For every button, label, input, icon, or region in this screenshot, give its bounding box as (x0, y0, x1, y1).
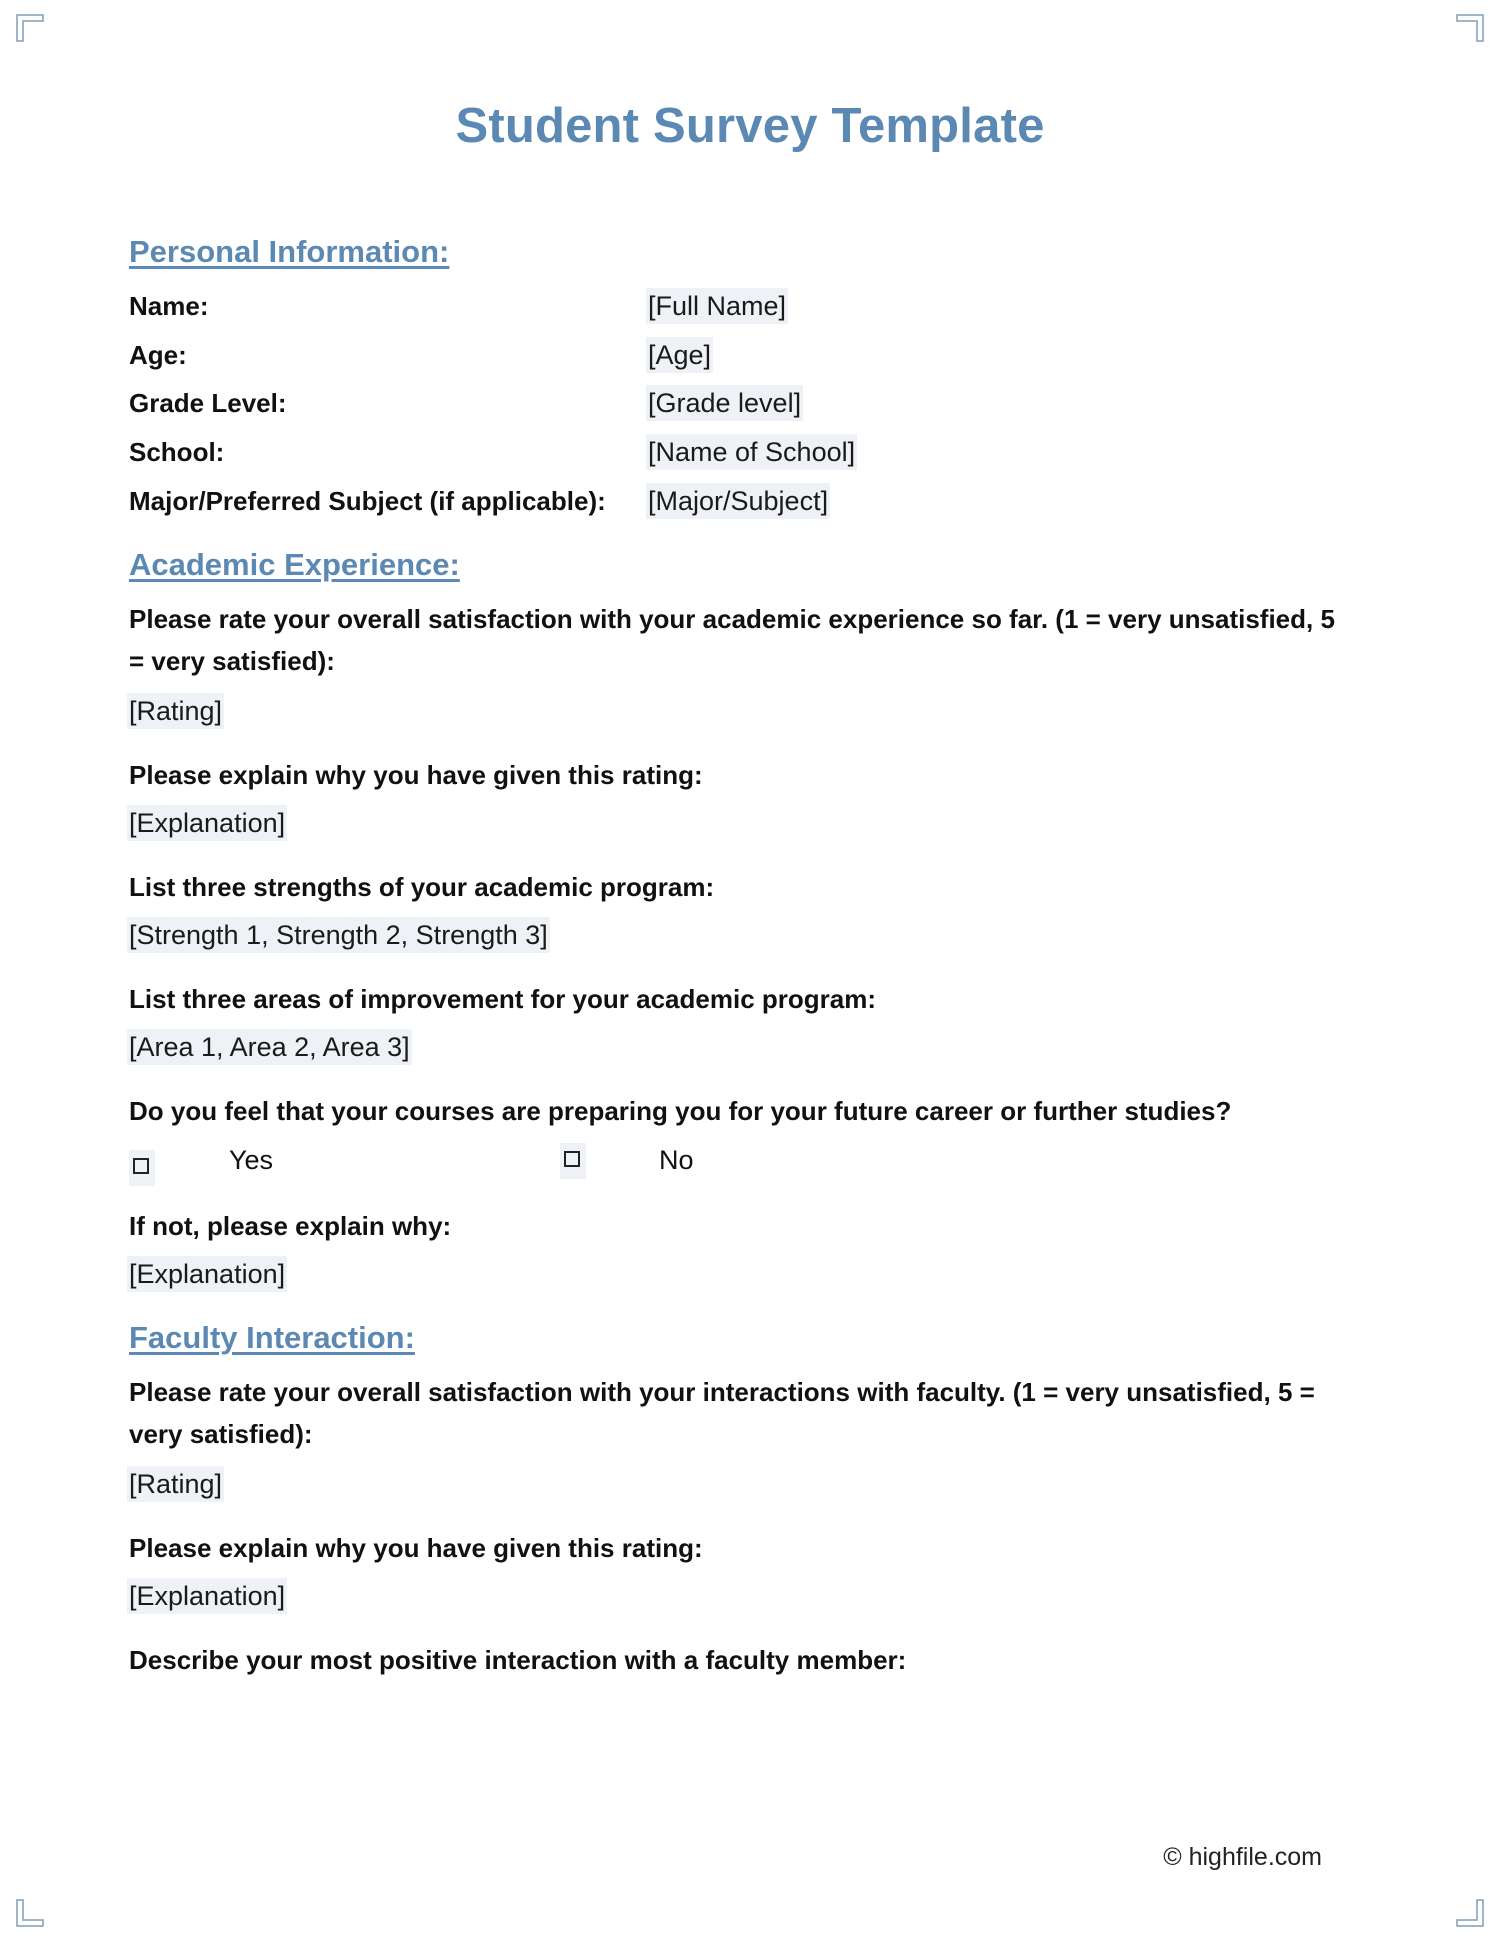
document-title: Student Survey Template (455, 99, 1045, 153)
checkbox-square-icon (564, 1151, 580, 1167)
question-improvements: List three areas of improvement for your academic program: (129, 984, 876, 1014)
question-strengths: List three strengths of your academic program: (129, 872, 715, 902)
footer-copyright: © highfile.com (1163, 1843, 1322, 1871)
checkbox-square-icon (133, 1158, 149, 1174)
field-school[interactable]: [Name of School] (646, 434, 857, 470)
corner-mark-bottom-right (1456, 1899, 1484, 1927)
label-age: Age: (129, 340, 187, 370)
question-positive-interaction: Describe your most positive interaction with a faculty member: (129, 1645, 907, 1675)
checkbox-yes[interactable] (129, 1150, 155, 1186)
section-heading-personal: Personal Information: (129, 234, 450, 269)
label-grade-level: Grade Level: (129, 388, 287, 418)
field-faculty-rating[interactable]: [Rating] (127, 1466, 224, 1502)
field-age[interactable]: [Age] (646, 337, 713, 373)
label-major: Major/Preferred Subject (if applicable): (129, 486, 606, 516)
field-improvements[interactable]: [Area 1, Area 2, Area 3] (127, 1029, 412, 1065)
field-major[interactable]: [Major/Subject] (646, 483, 830, 519)
label-name: Name: (129, 291, 209, 321)
corner-mark-bottom-left (16, 1899, 44, 1927)
field-strengths[interactable]: [Strength 1, Strength 2, Strength 3] (127, 917, 550, 953)
question-academic-explain: Please explain why you have given this rating: (129, 760, 703, 790)
question-career-prep: Do you feel that your courses are preparing you for your future career or further studies? (129, 1096, 1232, 1126)
field-if-not-explanation[interactable]: [Explanation] (127, 1256, 287, 1292)
question-faculty-explain: Please explain why you have given this rating: (129, 1533, 703, 1563)
field-grade-level[interactable]: [Grade level] (646, 385, 803, 421)
section-heading-academic: Academic Experience: (129, 547, 460, 582)
section-heading-faculty: Faculty Interaction: (129, 1320, 415, 1355)
option-yes-label: Yes (229, 1145, 274, 1175)
question-academic-rating: Please rate your overall satisfaction with your academic experience so far. (1 = very unsatisfied, 5 = very satisfied): (129, 604, 1335, 676)
question-if-not: If not, please explain why: (129, 1211, 452, 1241)
field-academic-explanation[interactable]: [Explanation] (127, 805, 287, 841)
field-full-name[interactable]: [Full Name] (646, 288, 788, 324)
label-school: School: (129, 437, 225, 467)
question-faculty-rating: Please rate your overall satisfaction with your interactions with faculty. (1 = very unsatisfied, 5 = very satisfied): (129, 1377, 1315, 1449)
checkbox-no[interactable] (560, 1143, 586, 1179)
corner-mark-top-right (1456, 14, 1484, 42)
field-faculty-explanation[interactable]: [Explanation] (127, 1578, 287, 1614)
field-academic-rating[interactable]: [Rating] (127, 693, 224, 729)
corner-mark-top-left (16, 14, 44, 42)
option-no-label: No (659, 1145, 694, 1175)
